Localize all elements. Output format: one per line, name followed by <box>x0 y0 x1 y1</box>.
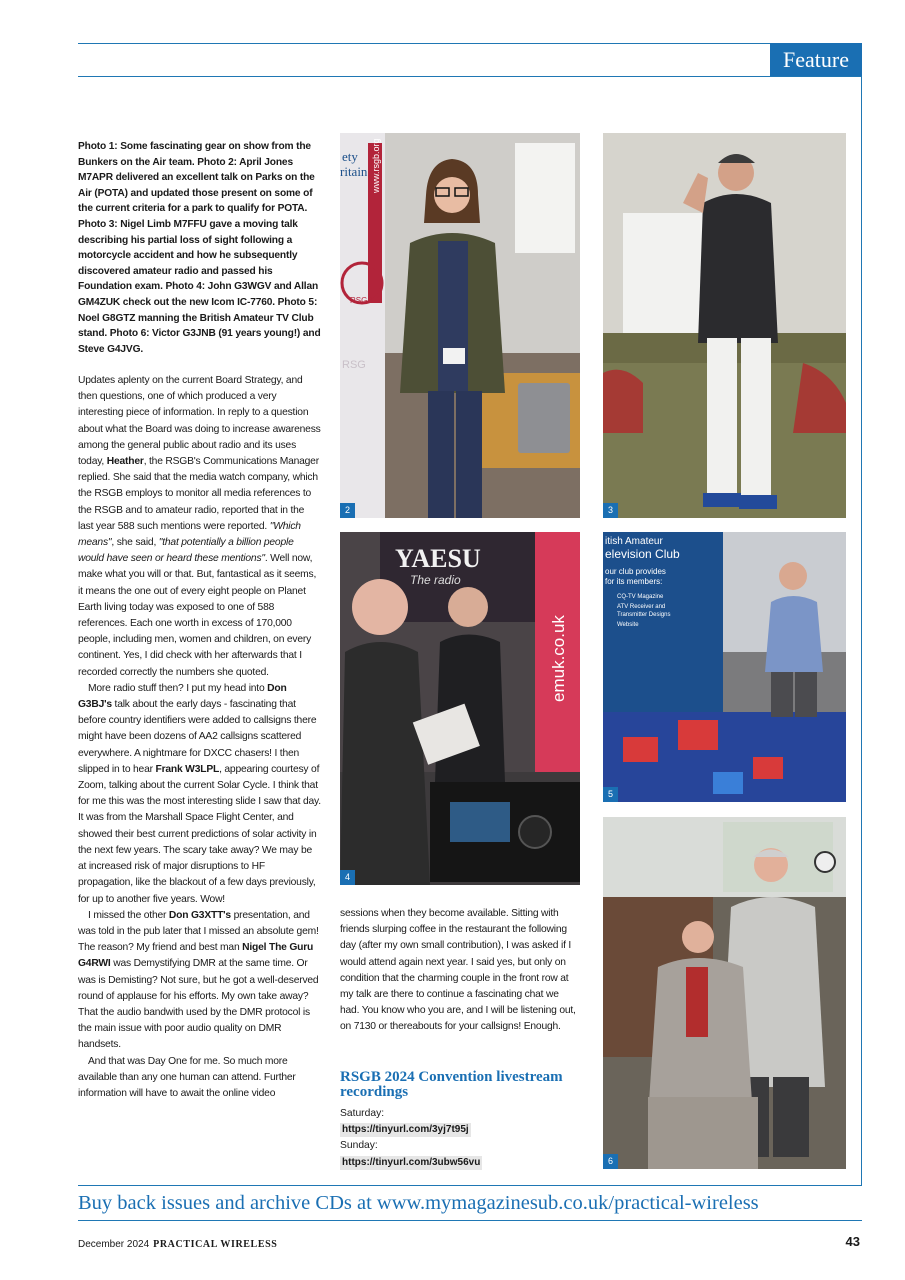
banner-text-2: ritain <box>340 164 368 179</box>
photo-3 <box>603 133 846 518</box>
club-banner-top: itish Amateur <box>605 536 663 547</box>
paragraph: And that was Day One for me. So much more available than any one human can attend. Further information will have to await the online video <box>78 1055 296 1099</box>
issue-date: December 2024 <box>78 1239 150 1250</box>
photo-5 <box>603 532 846 802</box>
photo-number: 4 <box>340 870 355 885</box>
header-rule-bottom <box>78 76 862 77</box>
livestream-links <box>340 1106 580 1171</box>
paragraph: Updates aplenty on the current Board Strategy, and then questions, one of which produced a very interesting piece of information. In reply to a question about what the Board was doing to increase awareness among the general public about radio and its uses today, Heather, the RSGB's Communications Manager replied. She said that the media watch company, which the RSGB employs to monitor all media references to the RSGB and to amateur radio, reported that in the last year 588 such mentions were reported. "Which means", she said, "that potentially a billion people would have seen or heard these mentions". Well now, make what you will or that. But, fantastical as it seems, it means the one out of every eight people on Planet Earth living today was exposed to one of 588 references. Each one worth in excess of 170,000 people, including men, women and children, on every continent. Yes, I did check with her afterwards that I recorded correctly the numbers she quoted. <box>78 375 321 678</box>
banner-text-1: ety <box>342 149 358 164</box>
article-column-1 <box>78 373 322 1102</box>
header-rule-top <box>78 43 862 44</box>
section-tab: Feature <box>770 43 862 76</box>
page-number: 43 <box>845 1234 860 1249</box>
rsgb-logo-1: RSGB <box>350 296 373 305</box>
yaesu-logo: YAESU <box>395 544 481 573</box>
banner-rule-bottom <box>78 1220 862 1221</box>
club-item-3: Transmitter Designs <box>617 612 671 618</box>
photo-2-illustration <box>340 133 580 518</box>
photo-4-illustration <box>340 532 580 885</box>
club-banner-sub: our club provides <box>605 567 666 576</box>
saturday-url[interactable]: https://tinyurl.com/3yj7t95j <box>342 1124 469 1136</box>
paragraph: More radio stuff then? I put my head into Don G3BJ's talk about the early days - fascinating that before country identifiers were added to callsigns there might have been dozens of AA2 callsigns scattered everywhere. A nightmare for DXCC chasers! I then slipped in to hear Frank W3LPL, appearing courtesy of Zoom, talking about the current Solar Cycle. I think that for me this was the most interesting slide I saw that day. It was from the Marshall Space Flight Center, and showed their best current predictions of solar activity in the next few years. The scary take away? We may be at increased risk of major disruptions to HF propagation, like the blackout of a few days previously, for up to another five years. Wow! <box>78 682 321 905</box>
banner-rule-top <box>78 1185 862 1186</box>
photo-number: 6 <box>603 1154 618 1169</box>
back-issues-banner[interactable]: Buy back issues and archive CDs at www.mymagazinesub.co.uk/practical-wireless <box>78 1192 759 1214</box>
livestream-title: RSGB 2024 Convention livestream recordings <box>340 1069 563 1100</box>
club-item-2: ATV Receiver and <box>617 604 666 610</box>
photo-4 <box>340 532 580 885</box>
photo-6-illustration <box>603 817 846 1169</box>
photo-5-illustration <box>603 532 846 802</box>
page-right-rule <box>861 43 862 1185</box>
photo-3-illustration <box>603 133 846 518</box>
sunday-url[interactable]: https://tinyurl.com/3ubw56vu <box>342 1156 481 1168</box>
photo-number: 5 <box>603 787 618 802</box>
photo-6 <box>603 817 846 1169</box>
rsgb-logo-2: RSG <box>342 359 366 371</box>
club-item-4: Website <box>617 622 639 628</box>
photo-caption: Photo 1: Some fascinating gear on show from the Bunkers on the Air team. Photo 2: April Jones M7APR delivered an excellent talk on Parks on the Air (POTA) and updated those present on some of the current criteria for a park to qualify for POTA. Photo 3: Nigel Limb M7FFU gave a moving talk describing his partial loss of sight following a motorcycle accident and how he subsequently discovered amateur radio and passed his Foundation exam. Photo 4: John G3WGV and Allan GM4ZUK check out the new Icom IC-7760. Photo 5: Noel G8GTZ manning the British Amateur TV Club stand. Photo 6: Victor G3JNB (91 years young!) and Steve G4JVG. <box>78 141 321 355</box>
saturday-label: Saturday: <box>340 1108 385 1119</box>
photo-number: 3 <box>603 503 618 518</box>
paragraph: sessions when they become available. Sitting with friends slurping coffee in the restaurant the following day (after my own small contribution), I was asked if I would attend again next year. I said yes, but only on condition that the charming couple in the front row at my talk are there to continue a fascinating chat we had. You know who you are, and I will be listening out, on 7130 or thereabouts for your callsigns! Enough. <box>340 908 576 1033</box>
magazine-name: PRACTICAL WIRELESS <box>153 1239 278 1250</box>
club-banner-title: elevision Club <box>605 547 680 561</box>
photo-number: 2 <box>340 503 355 518</box>
paragraph: I missed the other Don G3XTT's presentation, and was told in the pub later that I missed an absolute gem! The reason? My friend and best man Nigel The Guru G4RWI was Demystifying DMR at the same time. Or was is Demisting? Not sure, but he got a well-deserved round of applause for his efforts. My own take away? That the audio bandwith used by the DMR protocol is the main issue with poor audio quality on DMR handsets. <box>78 909 319 1051</box>
club-banner-sub2: for its members: <box>605 577 663 586</box>
photo-2 <box>340 133 580 518</box>
banner-url-text: www.rsgb.org <box>371 138 381 193</box>
article-column-2 <box>340 906 580 1036</box>
club-item-1: CQ-TV Magazine <box>617 594 664 600</box>
sunday-label: Sunday: <box>340 1140 378 1152</box>
page-footer <box>78 1238 277 1252</box>
banner-domain: emuk.co.uk <box>549 615 568 702</box>
yaesu-tagline: The radio <box>410 573 461 587</box>
